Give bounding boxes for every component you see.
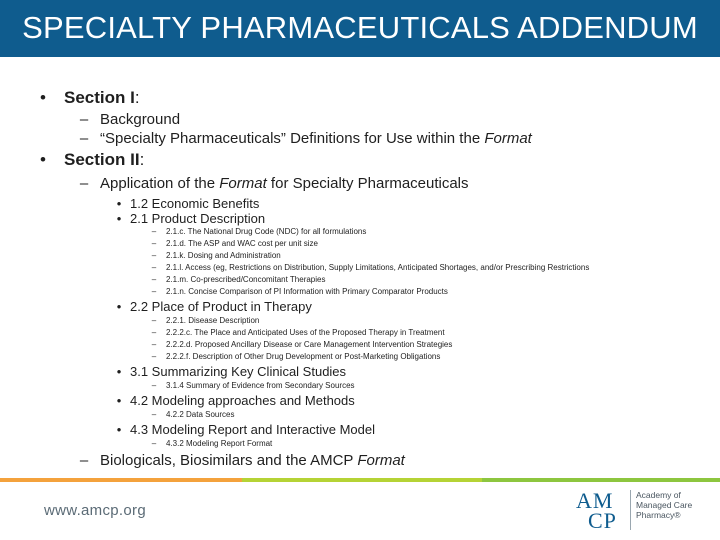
sub-place-in-therapy: • 2.2 Place of Product in Therapy	[114, 299, 312, 314]
footer-stripe-green	[482, 478, 720, 482]
sub-economic-benefits: • 1.2 Economic Benefits	[114, 196, 259, 211]
section-2-heading: • Section II:	[36, 150, 144, 170]
dash-bullet: –	[79, 175, 89, 192]
section-2-item-application: – Application of the Format for Specialty Pharmaceuticals	[79, 175, 469, 192]
logo-divider	[630, 490, 631, 530]
list-item: – 2.1.n. Concise Comparison of PI Information with Primary Comparator Products	[151, 287, 448, 296]
website-link[interactable]: www.amcp.org	[44, 502, 146, 519]
section-2-item-biologicals: – Biologicals, Biosimilars and the AMCP Format	[79, 452, 405, 469]
list-item: – 2.1.m. Co-prescribed/Concomitant Therapies	[151, 275, 326, 284]
logo-cp: CP	[588, 508, 617, 533]
amcp-logo	[576, 488, 716, 534]
list-item: – 2.2.2.f. Description of Other Drug Development or Post-Marketing Obligations	[151, 352, 441, 361]
bullet: •	[40, 150, 46, 169]
list-item: – 2.2.2.d. Proposed Ancillary Disease or Care Management Intervention Strategies	[151, 340, 453, 349]
bullet: •	[116, 364, 122, 379]
section-2-label: Section II	[64, 150, 140, 169]
footer-stripe-lime	[242, 478, 482, 482]
dash-bullet: –	[79, 111, 89, 128]
slide-title: SPECIALTY PHARMACEUTICALS ADDENDUM	[22, 10, 698, 45]
list-item: – 3.1.4 Summary of Evidence from Secondary Sources	[151, 381, 355, 390]
list-item: – 2.2.1. Disease Description	[151, 316, 260, 325]
list-item: – 2.1.c. The National Drug Code (NDC) for all formulations	[151, 227, 367, 236]
bullet: •	[40, 88, 46, 107]
bullet: •	[116, 196, 122, 211]
footer-stripe-orange	[0, 478, 242, 482]
section-1-label: Section I	[64, 88, 135, 107]
logo-am: AM	[576, 488, 614, 513]
dash-bullet: –	[79, 130, 89, 147]
sub-clinical-studies: • 3.1 Summarizing Key Clinical Studies	[114, 364, 346, 379]
list-item: – 2.1.l. Access (eg, Restrictions on Distribution, Supply Limitations, Anticipated Shortages, and/or Prescribing Restrictions	[151, 263, 590, 272]
list-item: – 2.1.d. The ASP and WAC cost per unit size	[151, 239, 318, 248]
list-item: – 4.2.2 Data Sources	[151, 410, 235, 419]
list-item: – 2.1.k. Dosing and Administration	[151, 251, 281, 260]
sub-modeling-approaches: • 4.2 Modeling approaches and Methods	[114, 393, 355, 408]
list-item: – 2.2.2.c. The Place and Anticipated Uses of the Proposed Therapy in Treatment	[151, 328, 445, 337]
bullet: •	[116, 393, 122, 408]
section-1-heading: • Section I:	[36, 88, 140, 108]
bullet: •	[116, 422, 122, 437]
list-item: – 4.3.2 Modeling Report Format	[151, 439, 273, 448]
sub-modeling-report: • 4.3 Modeling Report and Interactive Model	[114, 422, 375, 437]
bullet: •	[116, 299, 122, 314]
logo-text: Academy of Managed Care Pharmacy®	[636, 490, 693, 520]
section-1-item-background: – Background	[79, 111, 181, 128]
sub-product-description: • 2.1 Product Description	[114, 211, 265, 226]
dash-bullet: –	[79, 452, 89, 469]
section-1-item-definitions: – “Specialty Pharmaceuticals” Definitions for Use within the Format	[79, 130, 532, 147]
bullet: •	[116, 211, 122, 226]
footer	[0, 478, 720, 540]
